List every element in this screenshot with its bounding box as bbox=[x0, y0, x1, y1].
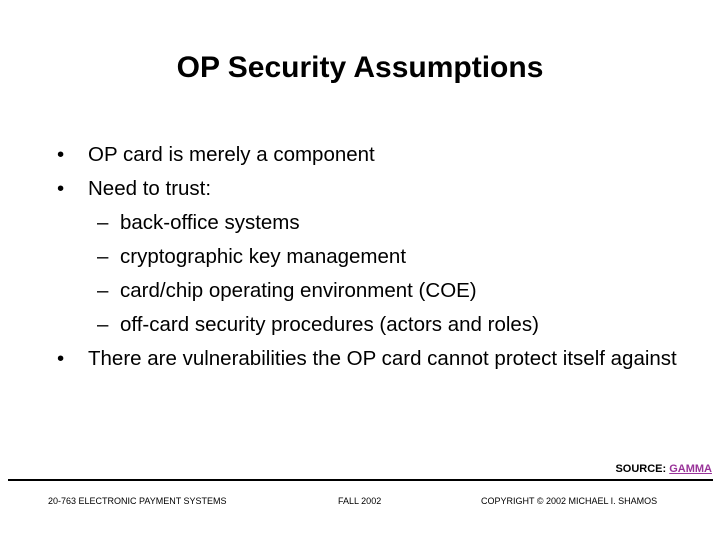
sub-item-text: card/chip operating environment (COE) bbox=[120, 279, 477, 302]
footer-term: FALL 2002 bbox=[338, 496, 382, 506]
dash-marker: – bbox=[97, 313, 109, 336]
bullet-text: There are vulnerabilities the OP card cannot protect itself against bbox=[88, 347, 677, 370]
bullet-text: Need to trust: bbox=[88, 177, 212, 200]
bullet-marker: • bbox=[57, 143, 65, 166]
sub-item-off-card bbox=[57, 308, 697, 342]
source-link[interactable]: GAMMA bbox=[669, 463, 712, 475]
sub-item-text: off-card security procedures (actors and roles) bbox=[120, 313, 539, 336]
sub-item-text: cryptographic key management bbox=[120, 245, 407, 268]
bullet-item-need-to-trust bbox=[57, 172, 697, 206]
bullet-text: OP card is merely a component bbox=[88, 143, 375, 166]
sub-item-key-management bbox=[57, 240, 697, 274]
bullet-item-vulnerabilities bbox=[57, 342, 697, 376]
bullet-marker: • bbox=[57, 347, 65, 370]
footer-divider bbox=[8, 479, 713, 481]
bullet-list bbox=[57, 138, 697, 376]
sub-item-text: back-office systems bbox=[120, 211, 300, 234]
dash-marker: – bbox=[97, 279, 109, 302]
footer-copyright: COPYRIGHT © 2002 MICHAEL I. SHAMOS bbox=[481, 496, 658, 506]
bullet-marker: • bbox=[57, 177, 65, 200]
bullet-item-component bbox=[57, 138, 697, 172]
sub-item-back-office bbox=[57, 206, 697, 240]
dash-marker: – bbox=[97, 245, 109, 268]
footer-course: 20-763 ELECTRONIC PAYMENT SYSTEMS bbox=[48, 496, 227, 506]
source-label: SOURCE: bbox=[615, 463, 670, 475]
dash-marker: – bbox=[97, 211, 109, 234]
slide-title: OP Security Assumptions bbox=[176, 51, 544, 84]
sub-item-coe bbox=[57, 274, 697, 308]
source-credit bbox=[615, 462, 712, 476]
